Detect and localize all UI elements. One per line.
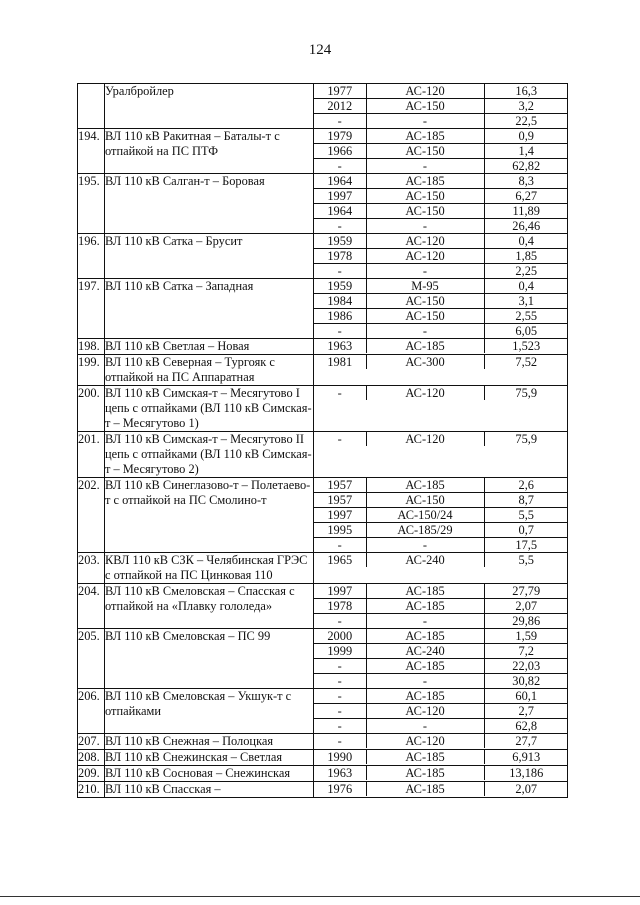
section-year: 1976 [314,782,366,796]
wire-type: АС-150 [366,294,484,309]
table-row [78,129,568,174]
row-number: 198. [78,339,105,355]
section-year: - [314,614,366,629]
table-row [78,782,568,798]
section-length: 7,2 [484,644,568,659]
section-length: 62,8 [515,719,538,733]
section-year: 1978 [314,599,366,614]
table-row [78,386,568,432]
line-name: ВЛ 110 кВ Сатка – Западная [105,279,314,339]
table-row [78,339,568,355]
wire-type: - [366,114,484,129]
table-row [78,734,568,750]
table-row [78,84,568,129]
page-number: 124 [308,42,332,58]
section-length: 22,5 [515,114,538,128]
wire-type: АС-150 [366,309,484,324]
section-year: 1957 [314,493,366,508]
section-year: 1997 [314,189,366,204]
section-year: - [314,674,366,689]
line-name: ВЛ 110 кВ Снежная – Полоцкая [105,734,314,750]
section-year: - [314,159,366,174]
line-sections [314,386,568,400]
wire-type: - [366,324,484,339]
section-year: 1965 [314,553,366,567]
section-length: 3,2 [484,99,568,114]
section-length: 0,7 [484,523,568,538]
section-year: 1981 [314,355,366,369]
section-year: 1999 [314,644,366,659]
wire-type: АС-120 [366,84,484,99]
section-length: 8,3 [484,174,568,189]
table-row [78,279,568,339]
wire-type: АС-150 [366,189,484,204]
table-row [78,629,568,689]
section-year: 1979 [314,129,366,144]
line-name: ВЛ 110 кВ Смеловская – Спасская с отпайкой на «Плавку гололеда» [105,584,314,629]
section-length: 2,7 [484,704,568,719]
line-sections [314,174,568,233]
line-name: Уралбройлер [105,84,314,129]
line-name: ВЛ 110 кВ Снежинская – Светлая [105,750,314,766]
row-number: 209. [78,766,105,782]
section-length: 27,7 [515,734,538,748]
line-sections [314,279,568,338]
row-number: 210. [78,782,105,798]
section-year: - [314,432,366,446]
row-number: 201. [78,432,105,478]
section-length: 6,913 [512,750,541,764]
wire-type: АС-120 [366,734,484,748]
wire-type: АС-120 [366,704,484,719]
section-year: - [314,264,366,279]
section-length: 1,85 [484,249,568,264]
line-name: ВЛ 110 кВ Северная – Тургояк с отпайкой на ПС Аппаратная [105,355,314,386]
wire-type: АС-185 [366,478,484,493]
wire-type: - [366,159,484,174]
line-name: ВЛ 110 кВ Сосновая – Снежинская [105,766,314,782]
line-name: ВЛ 110 кВ Смеловская – ПС 99 [105,629,314,689]
wire-type: - [366,219,484,234]
section-length: 2,07 [484,599,568,614]
wire-type: АС-120 [366,234,484,249]
wire-type: АС-185 [366,584,484,599]
wire-type: АС-185 [366,339,484,353]
table-row [78,766,568,782]
section-year: 1959 [314,234,366,249]
row-number: 197. [78,279,105,339]
section-length: 75,9 [515,432,538,446]
line-name: ВЛ 110 кВ Спасская – [105,782,314,798]
row-number: 203. [78,553,105,584]
wire-type: АС-300 [366,355,484,369]
wire-type: АС-120 [366,249,484,264]
section-year: 1959 [314,279,366,294]
wire-type: АС-150 [366,99,484,114]
section-year: 1957 [314,478,366,493]
section-length: 2,6 [484,478,568,493]
line-sections [314,478,568,552]
wire-type: АС-150/24 [366,508,484,523]
section-length: 2,55 [484,309,568,324]
wire-type: АС-185 [366,599,484,614]
row-number: 204. [78,584,105,629]
wire-type: - [366,264,484,279]
section-length: 5,5 [484,508,568,523]
line-name: ВЛ 110 кВ Синеглазово-т – Полетаево-т с отпайкой на ПС Смолино-т [105,478,314,553]
row-number: 199. [78,355,105,386]
section-length: 3,1 [484,294,568,309]
wire-type: АС-185 [366,766,484,780]
row-number: 202. [78,478,105,553]
section-year: 1978 [314,249,366,264]
table-row [78,478,568,553]
section-year: 1986 [314,309,366,324]
footer-rule [0,896,640,897]
wire-type: М-95 [366,279,484,294]
wire-type: АС-185 [366,659,484,674]
wire-type: АС-240 [366,644,484,659]
line-sections [314,750,568,764]
section-length: 7,52 [515,355,538,369]
line-sections [314,234,568,278]
section-length: 2,07 [515,782,538,796]
section-length: 11,89 [484,204,568,219]
line-name: ВЛ 110 кВ Салган-т – Боровая [105,174,314,234]
wire-type: АС-240 [366,553,484,567]
line-sections [314,629,568,688]
section-length: 75,9 [515,386,538,400]
section-year: 1997 [314,584,366,599]
line-name: ВЛ 110 кВ Смеловская – Укшук-т с отпайками [105,689,314,734]
row-number [78,84,105,129]
section-length: 1,59 [484,629,568,644]
table-row [78,174,568,234]
section-year: 1977 [314,84,366,99]
section-length: 0,4 [484,279,568,294]
section-length: 60,1 [484,689,568,704]
line-name: КВЛ 110 кВ СЗК – Челябинская ГРЭС с отпайкой на ПС Цинковая 110 [105,553,314,584]
line-sections [314,766,568,780]
line-name: ВЛ 110 кВ Светлая – Новая [105,339,314,355]
table-row [78,432,568,478]
line-sections [314,734,568,748]
table-row [78,234,568,279]
section-year: 2012 [314,99,366,114]
section-length: 1,523 [512,339,541,353]
wire-type: АС-150 [366,204,484,219]
row-number: 207. [78,734,105,750]
wire-type: АС-185 [366,174,484,189]
table-row [78,355,568,386]
table-row [78,584,568,629]
wire-type: АС-185 [366,782,484,796]
line-sections [314,782,568,796]
section-length: 29,86 [512,614,541,628]
section-length: 62,82 [512,159,541,173]
section-length: 22,03 [484,659,568,674]
section-year: 1997 [314,508,366,523]
section-length: 30,82 [512,674,541,688]
power-lines-table [77,83,568,798]
section-year: 1963 [314,766,366,780]
section-year: 1964 [314,204,366,219]
wire-type: - [366,614,484,629]
line-sections [314,432,568,446]
section-year: 1963 [314,339,366,353]
section-length: 6,27 [484,189,568,204]
line-sections [314,689,568,733]
line-sections [314,355,568,369]
section-length: 5,5 [518,553,534,567]
section-year: - [314,659,366,674]
wire-type: - [366,538,484,553]
section-year: 1984 [314,294,366,309]
table-row [78,750,568,766]
section-length: 0,9 [484,129,568,144]
line-sections [314,339,568,353]
line-sections [314,129,568,173]
section-length: 0,4 [484,234,568,249]
section-year: - [314,734,366,748]
table-row [78,689,568,734]
section-year: - [314,324,366,339]
line-sections [314,584,568,628]
section-length: 26,46 [512,219,541,233]
row-number: 206. [78,689,105,734]
section-year: 2000 [314,629,366,644]
section-length: 17,5 [515,538,538,552]
wire-type: - [366,674,484,689]
wire-type: АС-185 [366,129,484,144]
section-length: 16,3 [484,84,568,99]
section-year: 1995 [314,523,366,538]
line-name: ВЛ 110 кВ Симская-т – Месягутово I цепь с отпайками (ВЛ 110 кВ Симская-т – Месягутово 1) [105,386,312,430]
row-number: 205. [78,629,105,689]
line-sections [314,553,568,567]
row-number: 194. [78,129,105,174]
section-length: 13,186 [509,766,544,780]
line-name: ВЛ 110 кВ Ракитная – Баталы-т с отпайкой на ПС ПТФ [105,129,314,174]
section-year: - [314,719,366,734]
section-year: - [314,689,366,704]
section-length: 27,79 [484,584,568,599]
wire-type: АС-120 [366,386,484,400]
section-length: 2,25 [515,264,538,278]
section-length: 1,4 [484,144,568,159]
row-number: 200. [78,386,105,432]
line-sections [314,84,568,128]
wire-type: АС-120 [366,432,484,446]
wire-type: АС-185 [366,689,484,704]
section-year: - [314,386,366,400]
wire-type: АС-185 [366,629,484,644]
row-number: 195. [78,174,105,234]
section-year: - [314,538,366,553]
line-name: ВЛ 110 кВ Сатка – Брусит [105,234,314,279]
section-year: 1966 [314,144,366,159]
wire-type: - [366,719,484,734]
table-row [78,553,568,584]
section-length: 8,7 [484,493,568,508]
wire-type: АС-185 [366,750,484,764]
section-year: 1964 [314,174,366,189]
row-number: 196. [78,234,105,279]
wire-type: АС-150 [366,144,484,159]
row-number: 208. [78,750,105,766]
wire-type: АС-150 [366,493,484,508]
section-year: 1990 [314,750,366,764]
section-length: 6,05 [515,324,538,338]
section-year: - [314,704,366,719]
section-year: - [314,114,366,129]
line-name: ВЛ 110 кВ Симская-т – Месягутово II цепь с отпайками (ВЛ 110 кВ Симская-т – Месягутово 2) [105,432,312,476]
section-year: - [314,219,366,234]
wire-type: АС-185/29 [366,523,484,538]
